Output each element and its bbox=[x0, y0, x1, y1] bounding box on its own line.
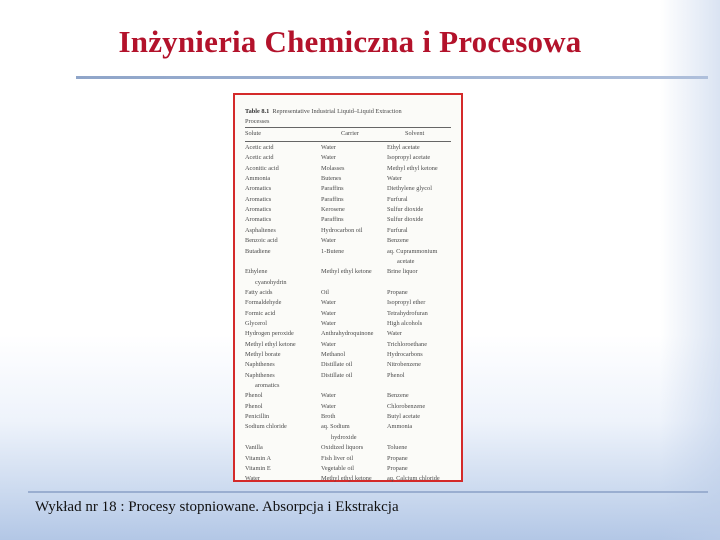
cell-solute: aromatics bbox=[255, 382, 280, 390]
cell-carrier: Vegetable oil bbox=[321, 464, 355, 472]
slide-footer: Wykład nr 18 : Procesy stopniowane. Absorpcja i Ekstrakcja bbox=[35, 499, 399, 515]
cell-solvent: Sulfur dioxide bbox=[387, 206, 424, 214]
cell-carrier: Paraffins bbox=[321, 216, 344, 224]
table-row bbox=[245, 290, 455, 298]
cell-solute: Formic acid bbox=[245, 309, 276, 317]
cell-solute: Vitamin E bbox=[245, 464, 271, 472]
header-solvent: Solvent bbox=[405, 130, 425, 137]
table-header-row bbox=[245, 131, 455, 139]
cell-carrier: Water bbox=[321, 299, 336, 307]
cell-solute: Methyl borate bbox=[245, 351, 281, 358]
table-row bbox=[245, 166, 455, 174]
table-row bbox=[245, 445, 455, 453]
cell-solvent: Furfural bbox=[387, 226, 408, 234]
table-image-frame bbox=[233, 93, 463, 482]
cell-carrier: Oxidized liquors bbox=[321, 444, 364, 452]
table-row bbox=[245, 383, 455, 391]
cell-solvent: High alcohols bbox=[387, 319, 423, 327]
cell-solute: cyanohydrin bbox=[255, 278, 287, 286]
cell-carrier: Broth bbox=[321, 413, 336, 421]
table-row bbox=[245, 321, 455, 329]
table-top-rule bbox=[245, 127, 451, 128]
cell-carrier: Distillate oil bbox=[321, 361, 353, 369]
table-row bbox=[245, 259, 455, 267]
table-caption-continuation: Processes bbox=[245, 118, 270, 125]
cell-carrier: Water bbox=[321, 154, 336, 162]
table-row bbox=[245, 435, 455, 443]
cell-solute: Butadiene bbox=[245, 247, 271, 255]
table-row bbox=[245, 466, 455, 474]
cell-solvent: Nitrobenzene bbox=[387, 361, 421, 369]
cell-carrier: Water bbox=[321, 340, 336, 348]
header-solute: Solute bbox=[245, 130, 262, 137]
cell-carrier: Water bbox=[321, 237, 336, 245]
cell-carrier: Methyl ethyl ketone bbox=[321, 475, 372, 483]
table-row bbox=[245, 456, 455, 464]
cell-solvent: Propane bbox=[387, 288, 408, 296]
cell-solute: Vanilla bbox=[245, 444, 263, 452]
cell-carrier: aq. Sodium bbox=[321, 423, 350, 431]
cell-solvent: Tetrahydrofuran bbox=[387, 309, 428, 317]
table-row bbox=[245, 176, 455, 184]
cell-solvent: Hydrocarbons bbox=[387, 351, 423, 358]
cell-solute: Aromatics bbox=[245, 206, 272, 214]
cell-carrier: Anthrahydroquinone bbox=[321, 330, 374, 338]
table-row bbox=[245, 186, 455, 194]
cell-solvent: Benzene bbox=[387, 237, 409, 245]
footer-divider bbox=[28, 491, 708, 493]
cell-solute: Aromatics bbox=[245, 195, 272, 203]
extraction-table bbox=[241, 103, 455, 483]
cell-solute: Vitamin A bbox=[245, 454, 272, 462]
table-row bbox=[245, 145, 455, 153]
cell-solute: Methyl ethyl ketone bbox=[245, 340, 296, 348]
cell-solvent: Propane bbox=[387, 464, 408, 472]
table-row bbox=[245, 404, 455, 412]
cell-carrier: Water bbox=[321, 319, 336, 327]
table-row bbox=[245, 300, 455, 308]
table-row bbox=[245, 217, 455, 225]
table-row bbox=[245, 280, 455, 288]
header-carrier: Carrier bbox=[341, 130, 359, 137]
table-row bbox=[245, 207, 455, 215]
slide-title: Inżynieria Chemiczna i Procesowa bbox=[118, 24, 582, 59]
cell-carrier: Fish liver oil bbox=[321, 454, 354, 462]
table-row bbox=[245, 414, 455, 422]
table-row bbox=[245, 393, 455, 401]
cell-carrier: Distillate oil bbox=[321, 371, 353, 379]
cell-solute: Acetic acid bbox=[245, 154, 274, 162]
table-row bbox=[245, 197, 455, 205]
cell-solvent: acetate bbox=[397, 257, 415, 265]
cell-solute: Ammonia bbox=[245, 175, 271, 183]
table-row bbox=[245, 155, 455, 163]
cell-carrier: Water bbox=[321, 402, 336, 410]
cell-solute: Aromatics bbox=[245, 216, 272, 224]
cell-carrier: Paraffins bbox=[321, 195, 344, 203]
cell-solvent: Ethyl acetate bbox=[387, 144, 420, 151]
cell-solute: Water bbox=[245, 475, 260, 483]
cell-solute: Sodium chloride bbox=[245, 423, 287, 431]
cell-solute: Fatty acids bbox=[245, 288, 273, 296]
cell-solute: Asphaltenes bbox=[245, 226, 276, 234]
cell-solvent: Toluene bbox=[387, 444, 408, 452]
cell-carrier: Paraffins bbox=[321, 185, 344, 193]
cell-solute: Hydrogen peroxide bbox=[245, 330, 294, 338]
cell-solvent: Isopropyl acetate bbox=[387, 154, 431, 162]
cell-carrier: hydroxide bbox=[331, 433, 357, 441]
cell-solvent: Propane bbox=[387, 454, 408, 462]
cell-solute: Acetic acid bbox=[245, 144, 274, 151]
cell-solvent: Trichloroethane bbox=[387, 340, 427, 348]
cell-solvent: Water bbox=[387, 330, 402, 338]
table-header-rule bbox=[245, 141, 451, 142]
cell-solvent: Ammonia bbox=[387, 423, 413, 431]
cell-solvent: Isopropyl ether bbox=[387, 299, 426, 307]
table-row bbox=[245, 424, 455, 432]
table-row bbox=[245, 373, 455, 381]
table-caption-text: Representative Industrial Liquid–Liquid Extraction bbox=[272, 108, 402, 115]
cell-solvent: Butyl acetate bbox=[387, 413, 421, 421]
cell-solvent: Water bbox=[387, 175, 402, 183]
cell-solute: Benzoic acid bbox=[245, 237, 278, 245]
table-row bbox=[245, 249, 455, 257]
table-caption-label: Table 8.1 bbox=[245, 108, 270, 115]
cell-carrier: Water bbox=[321, 392, 336, 400]
table-row bbox=[245, 311, 455, 319]
table-row bbox=[245, 238, 455, 246]
cell-solute: Penicillin bbox=[245, 413, 270, 421]
cell-carrier: Butenes bbox=[321, 175, 342, 183]
cell-solvent: Methyl ethyl ketone bbox=[387, 164, 438, 172]
table-row bbox=[245, 228, 455, 236]
cell-carrier: Water bbox=[321, 144, 336, 151]
cell-solute: Phenol bbox=[245, 402, 263, 410]
cell-solvent: Chlorobenzene bbox=[387, 402, 426, 410]
cell-solvent: Sulfur dioxide bbox=[387, 216, 424, 224]
cell-solvent: aq. Cuprammonium bbox=[387, 247, 438, 255]
cell-solvent: Phenol bbox=[387, 371, 405, 379]
cell-solvent: aq. Calcium chloride bbox=[387, 475, 440, 483]
cell-solvent: Diethylene glycol bbox=[387, 185, 432, 193]
cell-carrier: Kerosene bbox=[321, 206, 345, 214]
cell-solute: Naphthenes bbox=[245, 361, 275, 369]
cell-carrier: 1-Butene bbox=[321, 247, 345, 255]
cell-carrier: Water bbox=[321, 309, 336, 317]
cell-solute: Aconitic acid bbox=[245, 164, 279, 172]
cell-carrier: Methyl ethyl ketone bbox=[321, 268, 372, 276]
cell-solute: Naphthenes bbox=[245, 371, 275, 379]
cell-solute: Glycerol bbox=[245, 319, 268, 327]
table-caption bbox=[245, 109, 455, 115]
table-row bbox=[245, 342, 455, 350]
cell-solute: Phenol bbox=[245, 392, 263, 400]
cell-carrier: Oil bbox=[321, 288, 330, 296]
table-row bbox=[245, 362, 455, 370]
cell-solvent: Brine liquor bbox=[387, 268, 418, 276]
cell-solvent: Furfural bbox=[387, 195, 408, 203]
cell-solute: Aromatics bbox=[245, 185, 272, 193]
table-row bbox=[245, 352, 455, 360]
table-row bbox=[245, 331, 455, 339]
cell-solute: Ethylene bbox=[245, 268, 268, 276]
cell-solvent: Benzene bbox=[387, 392, 409, 400]
slide-background-glow bbox=[660, 0, 720, 540]
table-row bbox=[245, 269, 455, 277]
title-divider bbox=[76, 76, 708, 79]
cell-solute: Formaldehyde bbox=[245, 299, 282, 307]
table-row bbox=[245, 476, 455, 484]
cell-carrier: Methanol bbox=[321, 351, 346, 358]
cell-carrier: Molasses bbox=[321, 164, 345, 172]
cell-carrier: Hydrocarbon oil bbox=[321, 226, 363, 234]
